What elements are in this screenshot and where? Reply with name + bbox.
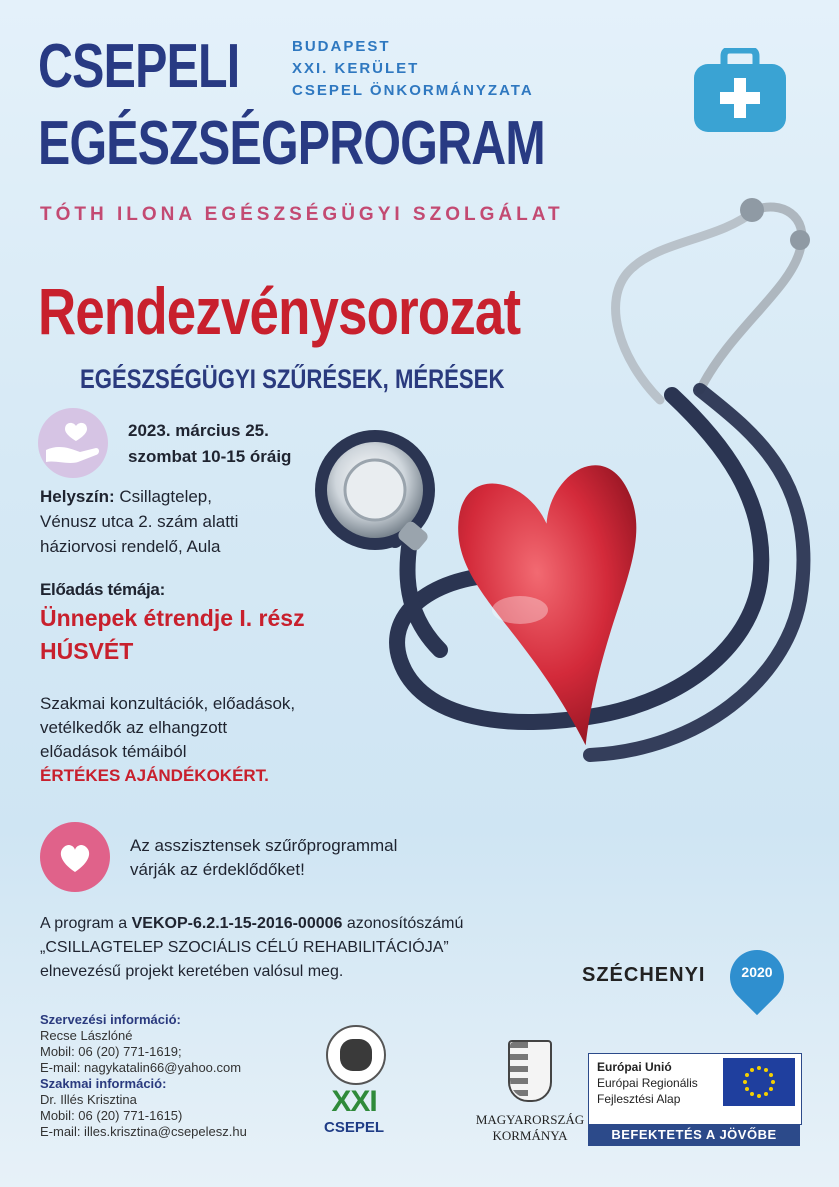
event-title: Rendezvénysorozat	[38, 274, 521, 348]
organizer-email: E-mail: nagykatalin66@yahoo.com	[40, 1060, 242, 1075]
assistants-note	[130, 834, 397, 882]
event-date: 2023. március 25.	[128, 421, 269, 440]
csepel-logo	[318, 1025, 390, 1145]
csepel-crest-icon	[326, 1025, 386, 1085]
org-line3: CSEPEL ÖNKORMÁNYZATA	[292, 82, 534, 99]
organizer-heading: Szervezési információ:	[40, 1012, 181, 1027]
desc-highlight: ÉRTÉKES AJÁNDÉKOKÉRT.	[40, 766, 269, 785]
szechenyi-year: 2020	[741, 964, 773, 980]
contact-info	[40, 1012, 247, 1140]
project-code: VEKOP-6.2.1-15-2016-00006	[131, 915, 343, 932]
desc-line2: vetélkedők az elhangzott	[40, 718, 228, 737]
program-title-line1: CSEPELI	[38, 32, 240, 101]
project-info	[40, 912, 463, 984]
event-location	[40, 484, 238, 559]
professional-name: Dr. Illés Krisztina	[40, 1092, 137, 1107]
desc-line3: előadások témáiból	[40, 742, 187, 761]
gov-line1: MAGYARORSZÁG	[475, 1112, 585, 1127]
event-subtitle: EGÉSZSÉGÜGYI SZŰRÉSEK, MÉRÉSEK	[80, 364, 505, 394]
event-time: szombat 10-15 óráig	[128, 447, 292, 466]
eu-line2: Európai Regionális	[597, 1076, 698, 1090]
org-name	[292, 36, 534, 102]
location-line3: háziorvosi rendelő, Aula	[40, 537, 221, 556]
project-line2: „CSILLAGTELEP SZOCIÁLIS CÉLÚ REHABILITÁCIÓJA”	[40, 939, 449, 956]
care-hand-icon	[38, 408, 108, 478]
szechenyi-text: SZÉCHENYI	[582, 964, 706, 986]
assist-line1: Az asszisztensek szűrőprogrammal	[130, 836, 398, 855]
xxi-mark: XXI	[331, 1085, 377, 1118]
heart-icon	[40, 822, 110, 892]
event-description	[40, 692, 295, 788]
org-line1: BUDAPEST	[292, 38, 391, 55]
government-logo	[470, 1040, 590, 1150]
organizer-name: Recse Lászlóné	[40, 1028, 133, 1043]
location-label: Helyszín:	[40, 487, 115, 506]
professional-email: E-mail: illes.krisztina@csepelesz.hu	[40, 1124, 247, 1139]
stethoscope-illustration	[300, 180, 839, 780]
location-line1: Csillagtelep,	[119, 487, 212, 506]
desc-line1: Szakmai konzultációk, előadások,	[40, 694, 296, 713]
org-line2: XXI. KERÜLET	[292, 60, 420, 77]
project-line1-pre: A program a	[40, 915, 132, 932]
eu-logo	[588, 1053, 802, 1125]
service-subtitle: TÓTH ILONA EGÉSZSÉGÜGYI SZOLGÁLAT	[40, 204, 564, 225]
assist-line2: várják az érdeklődőket!	[130, 860, 305, 879]
professional-heading: Szakmai információ:	[40, 1076, 167, 1091]
program-title-line2: EGÉSZSÉGPROGRAM	[38, 109, 545, 178]
coat-of-arms-icon	[508, 1040, 552, 1102]
organizer-mobile: Mobil: 06 (20) 771-1619;	[40, 1044, 182, 1059]
eu-line3: Fejlesztési Alap	[597, 1092, 681, 1106]
location-line2: Vénusz utca 2. szám alatti	[40, 512, 239, 531]
csepel-wordmark: CSEPEL	[323, 1119, 384, 1136]
lecture-subtitle: HÚSVÉT	[40, 638, 134, 664]
eu-line1: Európai Unió	[597, 1060, 672, 1074]
medical-kit-icon	[694, 48, 786, 132]
project-line1-post: azonosítószámú	[342, 915, 464, 932]
eu-flag-icon	[723, 1058, 795, 1106]
lecture-title: Ünnepek étrendje I. rész	[40, 605, 305, 631]
project-line3: elnevezésű projekt keretében valósul meg.	[40, 963, 344, 980]
gov-line2: KORMÁNYA	[492, 1128, 568, 1143]
eu-slogan: BEFEKTETÉS A JÖVŐBE	[588, 1124, 800, 1146]
lecture-label: Előadás témája:	[40, 580, 165, 599]
professional-mobile: Mobil: 06 (20) 771-1615)	[40, 1108, 183, 1123]
szechenyi-logo	[582, 950, 802, 1020]
